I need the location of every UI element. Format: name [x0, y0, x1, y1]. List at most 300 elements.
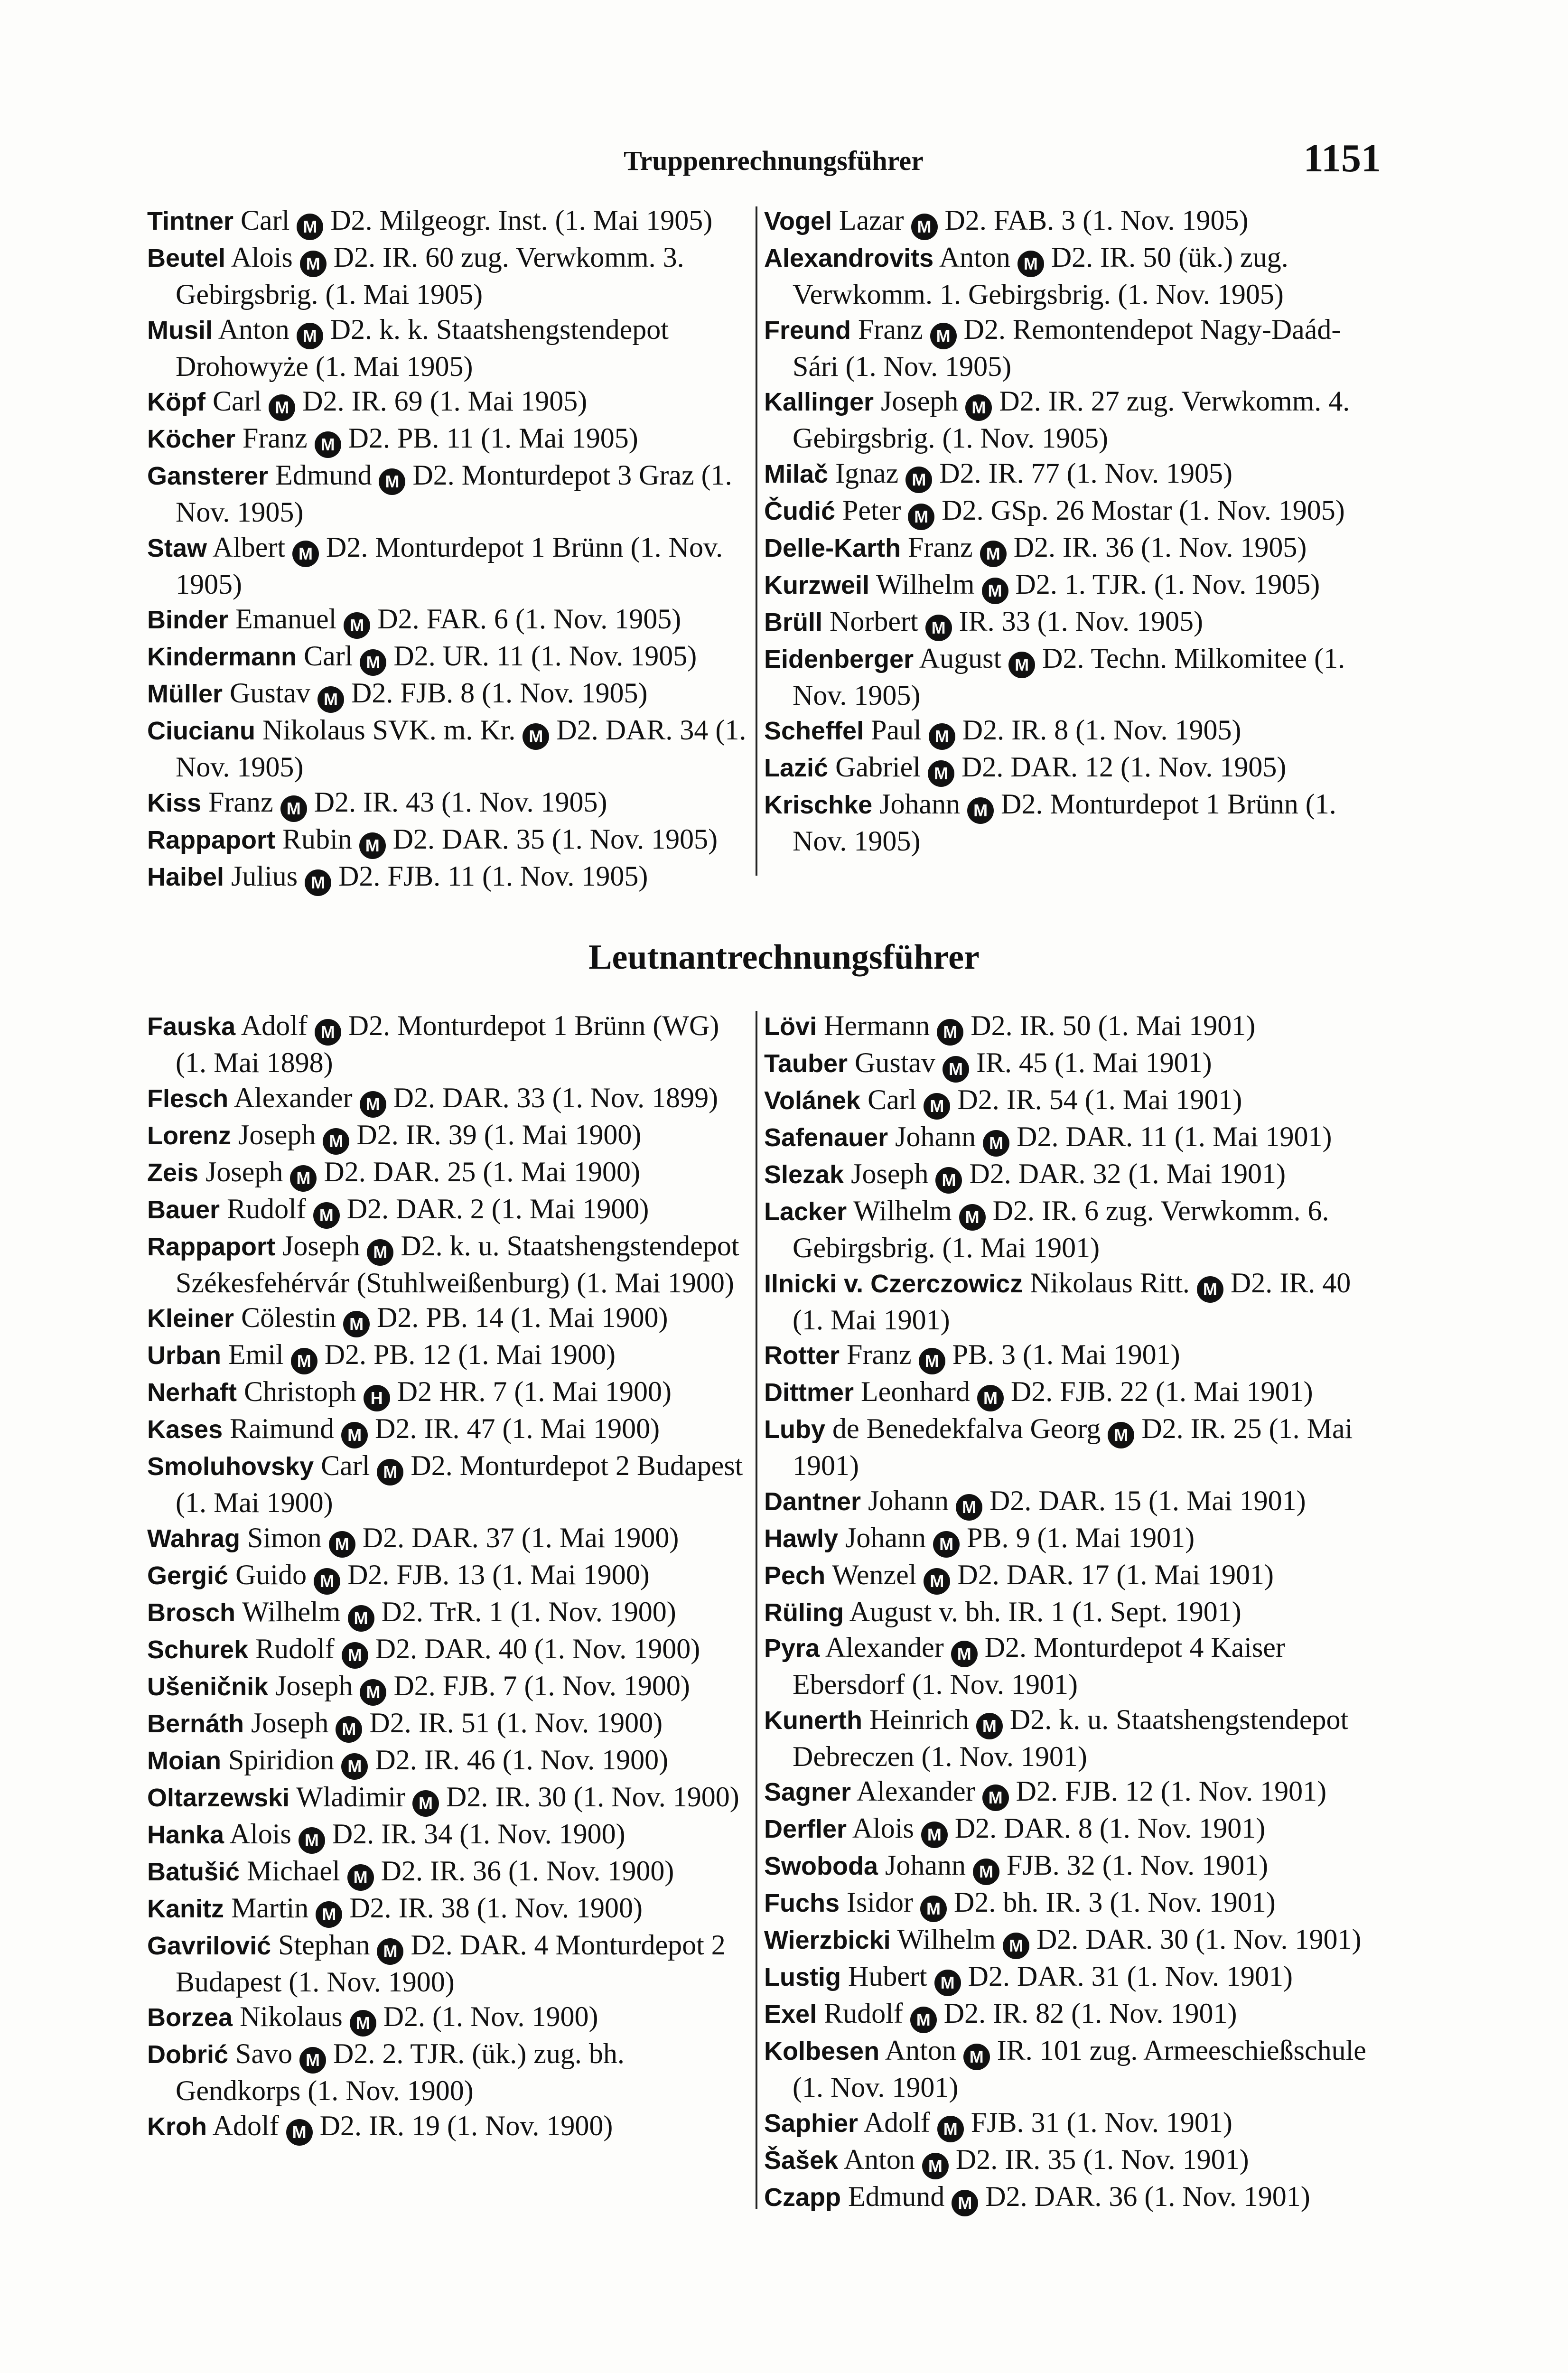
entry-surname: Lazić — [764, 754, 829, 782]
rank-badge-icon: M — [924, 1093, 950, 1120]
entry-details: D2. FJB. 22 (1. Mai 1901) — [1010, 1376, 1313, 1407]
entry-details: D2 HR. 7 (1. Mai 1900) — [397, 1376, 672, 1407]
entry-given-name: Isidor — [847, 1887, 914, 1918]
rank-badge-icon: M — [286, 2119, 313, 2146]
list-item — [764, 2142, 1374, 2179]
rank-badge-icon: M — [360, 1091, 386, 1118]
entry-given-name: Simon — [247, 1522, 322, 1553]
list-item — [147, 312, 747, 384]
rank-badge-icon: M — [959, 1204, 986, 1231]
list-item — [147, 384, 747, 421]
rank-badge-icon: M — [977, 1385, 1004, 1411]
entry-details: PB. 9 (1. Mai 1901) — [967, 1522, 1195, 1553]
rank-badge-icon: M — [920, 1896, 947, 1922]
entry-given-name: Rudolf — [227, 1193, 306, 1224]
entry-details: D2. DAR. 25 (1. Mai 1900) — [324, 1156, 641, 1187]
list-item — [764, 1885, 1374, 1922]
list-item — [764, 1157, 1374, 1194]
entry-given-name: Johann — [885, 1850, 966, 1881]
entry-given-name: Wilhelm — [876, 568, 975, 600]
rank-badge-icon: M — [269, 394, 295, 421]
entry-details: D2. GSp. 26 Mostar (1. Nov. 1905) — [942, 494, 1345, 526]
rank-badge-icon: M — [360, 649, 386, 676]
rank-badge-icon: M — [952, 2190, 978, 2216]
list-item — [147, 1558, 747, 1595]
rank-badge-icon: M — [329, 1531, 355, 1558]
rank-badge-icon: M — [1197, 1276, 1223, 1303]
list-item — [147, 785, 747, 822]
entry-given-name: Alois — [852, 1812, 914, 1844]
entry-given-name: Albert — [212, 531, 286, 563]
entry-surname: Milač — [764, 459, 829, 488]
section-heading: Leutnantrechnungsführer — [588, 938, 980, 977]
entry-surname: Hanka — [147, 1820, 224, 1849]
list-item — [147, 2109, 747, 2146]
entry-surname: Kindermann — [147, 643, 297, 671]
rank-badge-icon: M — [412, 1790, 439, 1817]
entry-surname: Oltarzewski — [147, 1783, 290, 1812]
entry-surname: Volánek — [764, 1086, 861, 1115]
rank-badge-icon: M — [973, 1859, 999, 1885]
rank-badge-icon: M — [982, 578, 1008, 604]
entry-surname: Lacker — [764, 1197, 847, 1226]
entry-details: D2. DAR. 11 (1. Mai 1901) — [1017, 1121, 1332, 1152]
rank-badge-icon: M — [299, 1827, 325, 1854]
list-item — [147, 2037, 747, 2109]
list-item — [147, 1337, 747, 1374]
entry-surname: Brosch — [147, 1598, 236, 1627]
rank-badge-icon: M — [905, 467, 932, 493]
entry-details: FJB. 32 (1. Nov. 1901) — [1006, 1850, 1269, 1881]
list-item — [764, 1194, 1374, 1266]
list-item — [147, 1411, 747, 1448]
entry-given-name: Johann — [879, 788, 961, 820]
entry-details: D2. DAR. 17 (1. Mai 1901) — [957, 1559, 1274, 1590]
entry-details: D2. k. u. Staatshengstendepot Debreczen (1. Nov. 1901) — [793, 1703, 1349, 1772]
entry-surname: Rappaport — [147, 1232, 275, 1261]
rank-badge-icon: M — [280, 795, 307, 822]
entry-given-name: Franz — [908, 531, 973, 563]
list-item — [147, 1448, 747, 1521]
entry-details: D2. DAR. 34 (1. Nov. 1905) — [176, 714, 747, 783]
entry-surname: Binder — [147, 606, 229, 634]
entry-given-name: Leonhard — [861, 1376, 970, 1407]
rank-badge-icon: M — [908, 504, 934, 530]
list-item — [764, 1811, 1374, 1848]
entry-given-name: Joseph — [238, 1119, 316, 1150]
page-number: 1151 — [1303, 136, 1381, 180]
list-item — [147, 1999, 747, 2037]
list-item — [764, 713, 1374, 750]
entry-surname: Pyra — [764, 1634, 820, 1663]
entry-details: D2. DAR. 31 (1. Nov. 1901) — [968, 1961, 1293, 1992]
list-item — [147, 1706, 747, 1743]
rank-badge-icon: M — [983, 1130, 1009, 1157]
entry-surname: Tauber — [764, 1049, 848, 1078]
entry-details: D2. IR. 51 (1. Nov. 1900) — [369, 1707, 663, 1738]
rank-badge-icon: M — [342, 1642, 368, 1669]
entry-given-name: Guido — [235, 1559, 307, 1590]
entry-surname: Kleiner — [147, 1304, 234, 1333]
entry-surname: Kurzweil — [764, 570, 870, 599]
entry-details: D2. IR. 38 (1. Nov. 1900) — [349, 1892, 643, 1924]
entry-given-name: Johann — [868, 1485, 949, 1516]
entry-details: bh. IR. 1 (1. Sept. 1901) — [965, 1596, 1241, 1627]
list-item — [147, 1595, 747, 1632]
entry-details: D2. Techn. Milkomitee (1. Nov. 1905) — [793, 642, 1345, 711]
list-item — [764, 1595, 1374, 1631]
entry-given-name: Carl — [241, 205, 290, 236]
list-item — [764, 1521, 1374, 1558]
entry-given-name: Carl — [212, 385, 262, 417]
rank-badge-icon: M — [930, 323, 957, 349]
rank-badge-icon: M — [967, 797, 994, 824]
entry-given-name: Gustav — [230, 677, 311, 709]
entry-surname: Rüling — [764, 1598, 844, 1627]
list-item — [147, 203, 747, 240]
section1-left-column — [147, 203, 747, 896]
entry-surname: Kallinger — [764, 388, 874, 416]
entry-details: D2. IR. 77 (1. Nov. 1905) — [939, 457, 1233, 489]
entry-surname: Alexandrovits — [764, 244, 934, 272]
entry-given-name: Carl — [304, 640, 353, 672]
list-item — [764, 384, 1374, 456]
entry-surname: Smoluhovsky — [147, 1452, 314, 1481]
entry-surname: Derfler — [764, 1815, 847, 1843]
entry-details: D2. IR. 36 (1. Nov. 1905) — [1013, 531, 1307, 563]
list-item — [147, 240, 747, 312]
entry-details: D2. IR. 69 (1. Mai 1905) — [302, 385, 588, 417]
entry-surname: Borzea — [147, 2003, 233, 2032]
entry-given-name: Alexander — [856, 1775, 975, 1807]
rank-badge-icon: M — [956, 1494, 982, 1521]
entry-surname: Gergić — [147, 1561, 229, 1590]
list-item — [764, 1558, 1374, 1595]
entry-details: D2. Monturdepot 2 Budapest (1. Mai 1900) — [176, 1450, 743, 1518]
entry-given-name: Edmund — [275, 459, 372, 491]
entry-surname: Scheffel — [764, 717, 864, 745]
entry-given-name: Joseph — [282, 1230, 360, 1261]
entry-given-name: Adolf — [212, 2110, 279, 2141]
rank-badge-icon: M — [933, 1531, 960, 1558]
entry-details: D2. DAR. 33 (1. Nov. 1899) — [393, 1082, 719, 1113]
list-item — [147, 676, 747, 713]
entry-surname: Nerhaft — [147, 1378, 237, 1407]
entry-given-name: Heinrich — [869, 1703, 969, 1735]
entry-surname: Kanitz — [147, 1894, 224, 1923]
rank-badge-icon: M — [291, 1348, 317, 1374]
entry-surname: Freund — [764, 316, 851, 345]
rank-badge-icon: M — [367, 1239, 393, 1266]
rank-badge-icon: M — [929, 723, 955, 750]
entry-surname: Brüll — [764, 607, 823, 636]
entry-surname: Sagner — [764, 1778, 851, 1806]
entry-given-name: Alois — [231, 242, 293, 273]
list-item — [147, 1192, 747, 1229]
entry-given-name: Spiridion — [228, 1744, 335, 1775]
entry-given-name: Anton — [885, 2035, 956, 2066]
entry-given-name: Anton — [218, 313, 289, 345]
entry-given-name: Cölestin — [241, 1302, 336, 1333]
entry-given-name: Anton — [843, 2143, 915, 2175]
list-item — [147, 1780, 747, 1817]
entry-given-name: Hermann — [824, 1010, 930, 1041]
entry-details: D2. IR. 34 (1. Nov. 1900) — [332, 1818, 625, 1850]
entry-surname: Lövi — [764, 1012, 817, 1041]
entry-surname: Kroh — [147, 2112, 207, 2141]
entry-details: D2. IR. 43 (1. Nov. 1905) — [314, 786, 607, 818]
entry-surname: Dittmer — [764, 1378, 854, 1407]
list-item — [147, 1081, 747, 1118]
rank-badge-icon: M — [523, 723, 549, 750]
rank-badge-icon: M — [305, 869, 331, 896]
entry-given-name: Adolf — [863, 2106, 930, 2138]
entry-given-name: Norbert — [830, 605, 918, 637]
list-item — [147, 639, 747, 676]
entry-details: D2. FJB. 8 (1. Nov. 1905) — [351, 677, 648, 709]
entry-surname: Rappaport — [147, 825, 275, 854]
entry-details: D2. DAR. 15 (1. Mai 1901) — [989, 1485, 1306, 1516]
rank-badge-icon: M — [911, 214, 938, 240]
rank-badge-icon: M — [377, 1459, 403, 1485]
entry-details: D2. IR. 46 (1. Nov. 1900) — [375, 1744, 669, 1775]
list-item — [764, 1411, 1374, 1484]
rank-badge-icon: M — [976, 1713, 1003, 1739]
rank-badge-icon: M — [297, 214, 323, 240]
entry-details: D2. FJB. 13 (1. Mai 1900) — [347, 1559, 650, 1590]
rank-badge-icon: M — [341, 1753, 368, 1780]
list-item — [764, 2179, 1374, 2216]
entry-surname: Czapp — [764, 2183, 841, 2212]
entry-given-name: Johann — [845, 1522, 926, 1553]
list-item — [764, 1702, 1374, 1775]
section1-right-column — [764, 203, 1374, 859]
entry-given-name: Wilhelm — [897, 1924, 996, 1955]
entry-details: D2. IR. 25 (1. Mai 1901) — [793, 1413, 1353, 1481]
list-item — [764, 1083, 1374, 1120]
entry-details: D2. Milgeogr. Inst. (1. Mai 1905) — [330, 205, 713, 236]
entry-surname: Gavrilović — [147, 1931, 271, 1960]
entry-given-name: Martin — [231, 1892, 309, 1924]
rank-badge-icon: M — [910, 2007, 937, 2033]
entry-details: D2. IR. 36 (1. Nov. 1900) — [381, 1855, 674, 1887]
rank-badge-icon: M — [290, 1165, 317, 1192]
entry-details: D2. DAR. 36 (1. Nov. 1901) — [985, 2180, 1310, 2212]
entry-surname: Bauer — [147, 1195, 220, 1224]
entry-surname: Kolbesen — [764, 2037, 880, 2065]
entry-given-name: Joseph — [275, 1670, 353, 1701]
rank-badge-icon: M — [937, 1019, 963, 1046]
column-divider-2 — [756, 1011, 757, 2209]
list-item — [147, 859, 747, 896]
entry-given-name: Nikolaus Ritt. — [1030, 1267, 1190, 1299]
entry-surname: Urban — [147, 1341, 222, 1370]
rank-badge-icon: M — [341, 1422, 368, 1448]
list-item — [764, 530, 1374, 567]
entry-given-name: Nikolaus — [240, 2001, 343, 2032]
entry-given-name: Stephan — [278, 1929, 370, 1961]
list-item — [764, 1996, 1374, 2033]
rank-badge-icon: M — [360, 1679, 386, 1706]
entry-details: D2. Monturdepot 1 Brünn (WG) (1. Mai 1898) — [176, 1010, 719, 1078]
rank-badge-icon: M — [928, 760, 954, 787]
entry-details: D2. Remontendepot Nagy-Daád-Sári (1. Nov. 1905) — [793, 313, 1341, 382]
list-item — [764, 750, 1374, 787]
entry-surname: Fauska — [147, 1012, 236, 1041]
list-item — [764, 1120, 1374, 1157]
entry-details: D2. Monturdepot 1 Brünn (1. Nov. 1905) — [176, 531, 723, 600]
entry-surname: Wierzbicki — [764, 1926, 891, 1954]
entry-given-name: Carl — [868, 1084, 917, 1115]
entry-surname: Flesch — [147, 1084, 229, 1113]
entry-details: D2. IR. 27 zug. Verwkomm. 4. Gebirgsbrig. (1. Nov. 1905) — [793, 385, 1350, 454]
list-item — [764, 2033, 1374, 2105]
entry-given-name: Franz — [847, 1339, 912, 1370]
entry-details: D2. IR. 30 (1. Nov. 1900) — [446, 1781, 739, 1812]
entry-given-name: Savo — [235, 2038, 293, 2069]
entry-details: D2. bh. IR. 3 (1. Nov. 1901) — [954, 1887, 1276, 1918]
rank-badge-icon: M — [350, 2010, 376, 2037]
list-item — [764, 1337, 1374, 1374]
list-item — [764, 1848, 1374, 1885]
entry-details: D2. k. u. Staatshengstendepot Székesfehérvár (Stuhlweißenburg) (1. Mai 1900) — [176, 1230, 739, 1299]
entry-surname: Lustig — [764, 1963, 841, 1991]
entry-details: D2. FJB. 12 (1. Nov. 1901) — [1016, 1775, 1327, 1807]
entry-given-name: August — [919, 642, 1002, 674]
entry-details: D2. IR. 82 (1. Nov. 1901) — [943, 1998, 1237, 2029]
rank-badge-icon: M — [924, 1568, 950, 1595]
list-item — [764, 2105, 1374, 2142]
rank-badge-icon: M — [348, 1605, 374, 1632]
entry-surname: Gansterer — [147, 462, 269, 490]
list-item — [764, 1959, 1374, 1996]
entry-surname: Rotter — [764, 1341, 840, 1370]
entry-details: D2. DAR. 2 (1. Mai 1900) — [346, 1193, 649, 1224]
rank-badge-icon: M — [1108, 1422, 1134, 1448]
list-item — [764, 493, 1374, 530]
list-item — [147, 1118, 747, 1155]
list-item — [147, 1743, 747, 1780]
list-item — [147, 421, 747, 458]
list-item — [147, 1817, 747, 1854]
entry-details: D2. PB. 11 (1. Mai 1905) — [348, 422, 638, 454]
list-item — [147, 1229, 747, 1301]
entry-details: D2. DAR. 35 (1. Nov. 1905) — [392, 823, 718, 855]
entry-surname: Bernáth — [147, 1709, 244, 1738]
list-item — [764, 1374, 1374, 1411]
list-item — [764, 1922, 1374, 1959]
entry-given-name: Rudolf — [824, 1998, 903, 2029]
rank-badge-icon: M — [344, 612, 370, 639]
column-divider — [756, 206, 757, 876]
entry-given-name: Joseph — [851, 1158, 929, 1189]
entry-given-name: Joseph — [881, 385, 959, 417]
list-item — [147, 458, 747, 530]
rank-badge-icon: M — [315, 1019, 341, 1046]
list-item — [764, 1774, 1374, 1811]
entry-surname: Staw — [147, 533, 207, 562]
entry-details: D2. IR. 50 (ük.) zug. Verwkomm. 1. Gebirgsbrig. (1. Nov. 1905) — [793, 242, 1288, 310]
list-item — [764, 456, 1374, 493]
list-item — [147, 1928, 747, 2000]
rank-badge-icon: M — [379, 468, 405, 495]
list-item — [147, 1854, 747, 1891]
rank-badge-icon: M — [965, 394, 992, 421]
entry-details: D2. PB. 14 (1. Mai 1900) — [377, 1302, 668, 1333]
rank-badge-icon: M — [922, 2153, 949, 2179]
list-item — [147, 822, 747, 859]
list-item — [147, 1632, 747, 1669]
list-item — [764, 240, 1374, 312]
entry-details: D2. IR. 50 (1. Mai 1901) — [971, 1010, 1256, 1041]
entry-surname: Fuchs — [764, 1889, 840, 1917]
entry-details: D2. DAR. 4 Monturdepot 2 Budapest (1. Nov. 1900) — [176, 1929, 726, 1998]
rank-badge-icon: M — [343, 1311, 370, 1337]
entry-surname: Moian — [147, 1746, 221, 1775]
entry-details: D2. DAR. 32 (1. Mai 1901) — [969, 1158, 1286, 1189]
entry-details: D2. UR. 11 (1. Nov. 1905) — [393, 640, 697, 672]
entry-details: D2. Monturdepot 1 Brünn (1. Nov. 1905) — [793, 788, 1336, 857]
entry-details: D2. DAR. 8 (1. Nov. 1901) — [954, 1812, 1266, 1844]
rank-badge-icon: M — [316, 1901, 342, 1928]
list-item — [764, 1266, 1374, 1338]
entry-details: D2. DAR. 37 (1. Mai 1900) — [362, 1522, 679, 1553]
list-item — [764, 604, 1374, 641]
entry-given-name: Franz — [243, 422, 308, 454]
list-item — [147, 1300, 747, 1337]
entry-surname: Čudić — [764, 496, 836, 525]
entry-surname: Köpf — [147, 388, 205, 416]
entry-surname: Zeis — [147, 1158, 199, 1187]
section2-right-column — [764, 1009, 1374, 2216]
entry-surname: Kunerth — [764, 1706, 862, 1735]
entry-surname: Ušeničnik — [147, 1672, 269, 1701]
entry-surname: Eidenberger — [764, 645, 914, 673]
rank-badge-icon: M — [323, 1128, 349, 1155]
entry-surname: Krischke — [764, 791, 873, 819]
entry-surname: Lorenz — [147, 1121, 232, 1150]
rank-badge-icon: M — [919, 1348, 945, 1374]
list-item — [147, 602, 747, 639]
entry-given-name: Franz — [208, 786, 273, 818]
rank-badge-icon: M — [315, 431, 341, 458]
entry-given-name: Paul — [871, 714, 922, 746]
list-item — [764, 1630, 1374, 1702]
entry-given-name: Adolf — [241, 1010, 308, 1041]
rank-badge-icon: M — [943, 1056, 969, 1083]
rank-badge-icon: M — [292, 541, 319, 567]
entry-surname: Dobrić — [147, 2040, 229, 2069]
entry-surname: Wahrag — [147, 1524, 241, 1553]
entry-surname: Schurek — [147, 1635, 249, 1664]
rank-badge-icon: M — [377, 1938, 403, 1965]
entry-surname: Musil — [147, 316, 213, 345]
entry-given-name: Franz — [858, 313, 923, 345]
rank-badge-icon: M — [935, 1167, 962, 1194]
entry-details: D2. FAB. 3 (1. Nov. 1905) — [944, 205, 1249, 236]
entry-given-name: Joseph — [251, 1707, 329, 1738]
list-item — [147, 1155, 747, 1192]
entry-details: IR. 45 (1. Mai 1901) — [976, 1047, 1212, 1078]
entry-details: D2. IR. 8 (1. Nov. 1905) — [962, 714, 1241, 746]
list-item — [147, 1374, 747, 1411]
list-item — [147, 1521, 747, 1558]
entry-surname: Saphier — [764, 2109, 859, 2138]
entry-details: D2. IR. 60 zug. Verwkomm. 3. Gebirgsbrig. (1. Mai 1905) — [176, 242, 684, 310]
list-item — [764, 1484, 1374, 1521]
rank-badge-icon: M — [934, 1970, 961, 1996]
list-item — [764, 312, 1374, 384]
